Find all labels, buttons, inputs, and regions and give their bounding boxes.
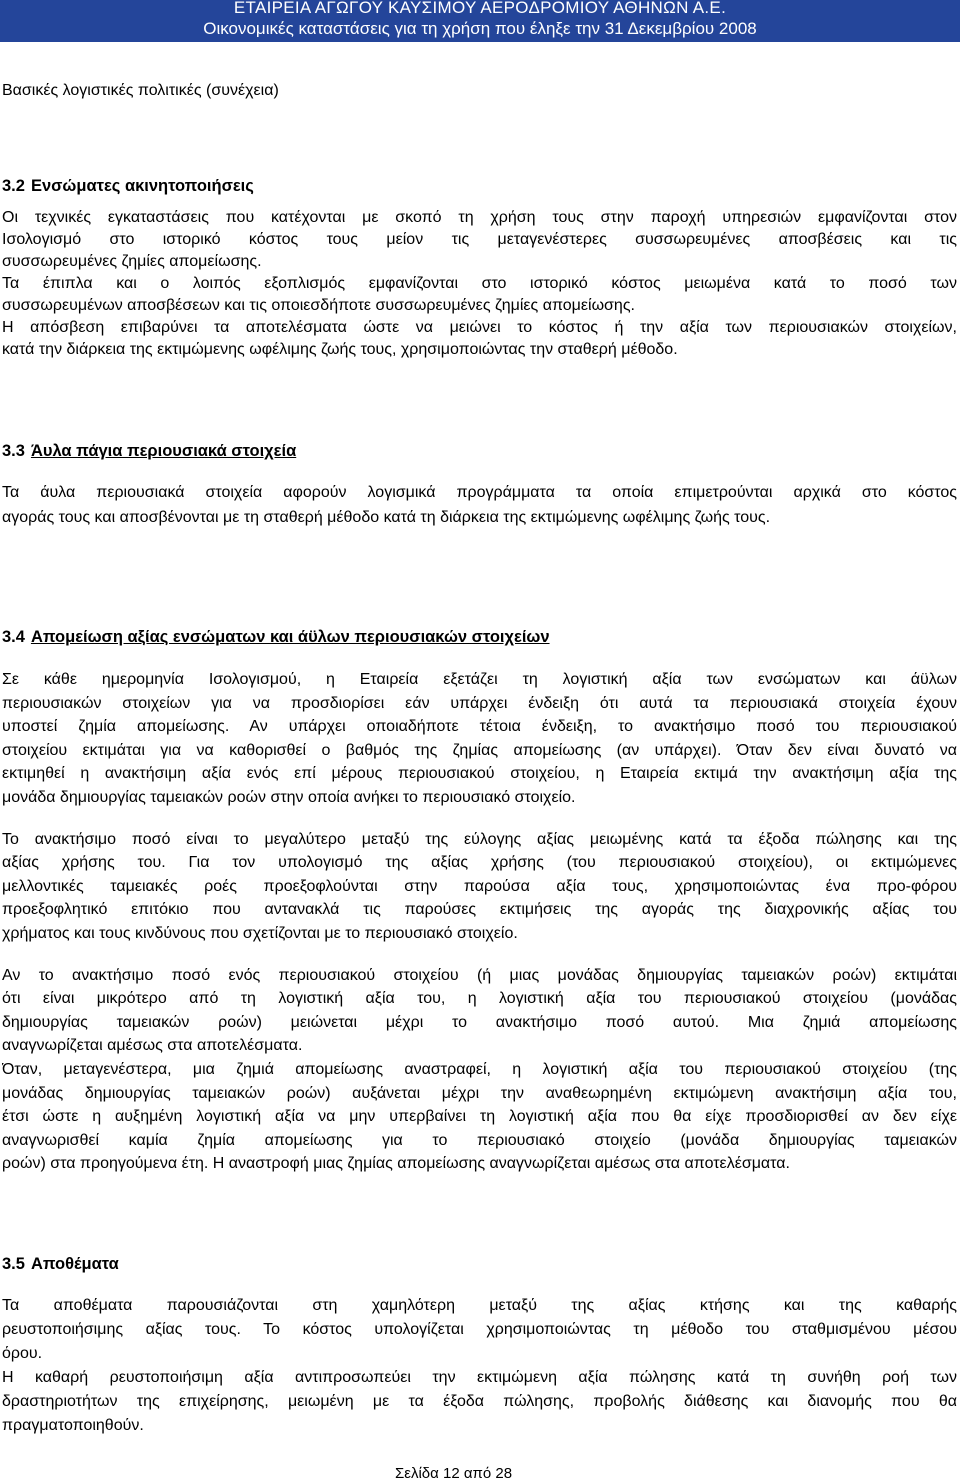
paragraph bbox=[2, 668, 957, 810]
paragraph-line: μονάδας δημιουργίας ταμειακών ροών) αυξάνεται μέχρι την αναθεωρημένη εκτιμώμενη ανακτήσιμη αξία του, bbox=[2, 1084, 957, 1102]
paragraph-line: αγοράς τους και αποσβένονται με τη σταθερή μέθοδο κατά τη διάρκεια της εκτιμώμενης ωφέλιμης ζωής τους. bbox=[2, 509, 771, 526]
section-number: 3.2 bbox=[2, 177, 25, 195]
statements-title: Οικονομικές καταστάσεις για τη χρήση που έληξε την 31 Δεκεμβρίου 2008 bbox=[203, 19, 757, 38]
paragraph-line: χρήματος και τους κινδύνους που σχετίζονται με το περιουσιακό στοιχείο. bbox=[2, 924, 518, 942]
paragraph bbox=[2, 207, 957, 273]
paragraph-line: Ισολογισμό στο ιστορικό κόστος τους μείον τις μεταγενέστερες συσσωρευμένες αποσβέσεις και τις bbox=[2, 231, 957, 248]
paragraph-line: έτσι ώστε η αυξημένη λογιστική αξία να μην υπερβαίνει τη λογιστική αξία που θα είχε προσδιορισθεί αν δεν είχε bbox=[2, 1108, 957, 1126]
paragraph-line: υποστεί ζημία απομείωσης. Αν υπάρχει οποιαδήποτε τέτοια ένδειξη, το ανακτήσιμο ποσό του περιουσιακού bbox=[2, 718, 957, 736]
paragraph-line: αξίας χρήσης του. Για τον υπολογισμό της αξίας χρήσης (του περιουσιακού στοιχείου), οι εκτιμώμενες bbox=[2, 854, 957, 872]
paragraph bbox=[2, 317, 957, 361]
paragraph-line: κατά την διάρκεια της εκτιμώμενης ωφέλιμης ζωής τους, χρησιμοποιώντας την σταθερή μέθοδο. bbox=[2, 341, 678, 358]
paragraph-line: Το ανακτήσιμο ποσό είναι το μεγαλύτερο μεταξύ της εύλογης αξίας μειωμένης κατά τα έξοδα πώλησης και της bbox=[2, 830, 957, 848]
paragraph-line: Η απόσβεση επιβαρύνει τα αποτελέσματα ώστε να μειώνει το κόστος ή την αξία των περιουσιακών στοιχείων, bbox=[2, 319, 957, 336]
paragraph-line: συσσωρευμένες ζημίες απομείωσης. bbox=[2, 253, 262, 270]
paragraph-line: δραστηριοτήτων της επιχείρησης, μειωμένη με τα έξοδα πώλησης, προβολής διάθεσης και διανομής που θα bbox=[2, 1393, 957, 1410]
section-title: Απομείωση αξίας ενσώματων και άϋλων περιουσιακών στοιχείων bbox=[30, 628, 550, 646]
page-heading: Βασικές λογιστικές πολιτικές (συνέχεια) bbox=[2, 82, 279, 99]
paragraph-line: πραγματοποιηθούν. bbox=[2, 1417, 144, 1434]
section-heading-3-3 bbox=[2, 439, 296, 463]
section-title: Ενσώματες ακινητοποιήσεις bbox=[30, 177, 254, 195]
section-heading-3-5 bbox=[2, 1252, 119, 1276]
section-number: 3.5 bbox=[2, 1255, 25, 1273]
section-title: Αποθέματα bbox=[30, 1255, 119, 1273]
section-body-3-4 bbox=[2, 668, 957, 1176]
running-header bbox=[0, 0, 960, 42]
paragraph-line: περιουσιακών στοιχείων για να προσδιορίσει εάν υπάρχει ένδειξη ότι αυτά τα περιουσιακά στοιχεία έχουν bbox=[2, 694, 957, 712]
paragraph-line: δημιουργίας ταμειακών ροών) μειώνεται μέχρι το ανακτήσιμο ποσό αυτού. Μια ζημιά απομείωσης bbox=[2, 1013, 957, 1031]
paragraph-line: ροών) στα προηγούμενα έτη. Η αναστροφή μιας ζημίας απομείωσης αναγνωρίζεται αμέσως στα αποτελέσματα. bbox=[2, 1155, 790, 1173]
paragraph-line: αναγνωρίζεται αμέσως στα αποτελέσματα. bbox=[2, 1037, 303, 1055]
paragraph bbox=[2, 480, 957, 530]
paragraph-line: στοιχείου εκτιμάται για να καθορισθεί ο βαθμός της ζημίας απομείωσης (αν υπάρχει). Όταν δεν είναι δυνατό να bbox=[2, 741, 957, 759]
paragraph bbox=[2, 964, 957, 1058]
paragraph-line: αναγνωρισθεί καμία ζημία απομείωσης για το περιουσιακό στοιχείο (μονάδα δημιουργίας ταμειακών bbox=[2, 1131, 957, 1149]
paragraph-line: συσσωρευμένων αποσβέσεων και τις οποιεσδήποτε συσσωρευμένες ζημίες απομείωσης. bbox=[2, 297, 635, 314]
section-body-3-2 bbox=[2, 207, 957, 361]
paragraph-line: Οι τεχνικές εγκαταστάσεις που κατέχονται με σκοπό τη χρήση τους στην παροχή υπηρεσιών εμφανίζονται στον bbox=[2, 209, 957, 226]
section-heading-3-4 bbox=[2, 625, 550, 649]
section-heading-3-2 bbox=[2, 174, 254, 198]
company-name: ΕΤΑΙΡΕΙΑ ΑΓΩΓΟΥ ΚΑΥΣΙΜΟΥ ΑΕΡΟΔΡΟΜΙΟΥ ΑΘΗΝΩΝ Α.Ε. bbox=[233, 0, 727, 17]
paragraph-line: Αν το ανακτήσιμο ποσό ενός περιουσιακού στοιχείου (ή μιας μονάδας δημιουργίας ταμειακών ροών) εκτιμάται bbox=[2, 966, 957, 984]
paragraph bbox=[2, 1058, 957, 1176]
paragraph bbox=[2, 1366, 957, 1438]
paragraph bbox=[2, 273, 957, 317]
paragraph-line: Τα έπιπλα και ο λοιπός εξοπλισμός εμφανίζονται στο ιστορικό κόστος μειωμένα κατά το ποσό των bbox=[2, 275, 957, 292]
paragraph bbox=[2, 828, 957, 946]
paragraph-line: Η καθαρή ρευστοποιήσιμη αξία αντιπροσωπεύει την εκτιμώμενη αξία πώλησης κατά τη συνήθη ροή των bbox=[2, 1369, 957, 1386]
section-body-3-3 bbox=[2, 480, 957, 530]
section-title: Άυλα πάγια περιουσιακά στοιχεία bbox=[30, 442, 297, 460]
paragraph-line: μελλοντικές ταμειακές ροές προεξοφλούνται στην παρούσα αξία τους, χρησιμοποιώντας ένα προ-φόρου bbox=[2, 877, 957, 895]
page-number: Σελίδα 12 από 28 bbox=[395, 1465, 513, 1482]
paragraph-line: Τα άυλα περιουσιακά στοιχεία αφορούν λογισμικά προγράμματα τα οποία επιμετρούνται αρχικά στο κόστος bbox=[2, 484, 957, 501]
section-number: 3.3 bbox=[2, 442, 25, 460]
paragraph-line: Τα αποθέματα παρουσιάζονται στη χαμηλότερη μεταξύ της αξίας κτήσης και της καθαρής bbox=[2, 1297, 957, 1314]
paragraph-line: όρου. bbox=[2, 1345, 43, 1362]
paragraph bbox=[2, 1294, 957, 1366]
section-body-3-5 bbox=[2, 1294, 957, 1438]
paragraph-line: ότι είναι μικρότερο από τη λογιστική αξία του, η λογιστική αξία του περιουσιακού στοιχείου (μονάδας bbox=[2, 990, 957, 1008]
paragraph-line: προεξοφλητικό επιτόκιο που αντανακλά τις παρούσες εκτιμήσεις της αγοράς της διαχρονικής αξίας του bbox=[2, 901, 957, 919]
paragraph-line: Όταν, μεταγενέστερα, μια ζημιά απομείωσης αναστραφεί, η λογιστική αξία του περιουσιακού στοιχείου (της bbox=[2, 1060, 957, 1078]
paragraph-line: μονάδα δημιουργίας ταμειακών ροών στην οποία ανήκει το περιουσιακό στοιχείο. bbox=[2, 788, 576, 806]
paragraph-line: ρευστοποιήσιμης αξίας τους. Το κόστος υπολογίζεται χρησιμοποιώντας τη μέθοδο του σταθμισμένου μέσου bbox=[2, 1321, 957, 1338]
paragraph-line: εκτιμηθεί η ανακτήσιμη αξία ενός επί μέρους περιουσιακού στοιχείου, η Εταιρεία εκτιμά την ανακτήσιμη αξία της bbox=[2, 765, 957, 783]
section-number: 3.4 bbox=[2, 628, 25, 646]
paragraph-line: Σε κάθε ημερομηνία Ισολογισμού, η Εταιρεία εξετάζει τη λογιστική αξία των ενσώματων και άϋλων bbox=[2, 671, 957, 688]
